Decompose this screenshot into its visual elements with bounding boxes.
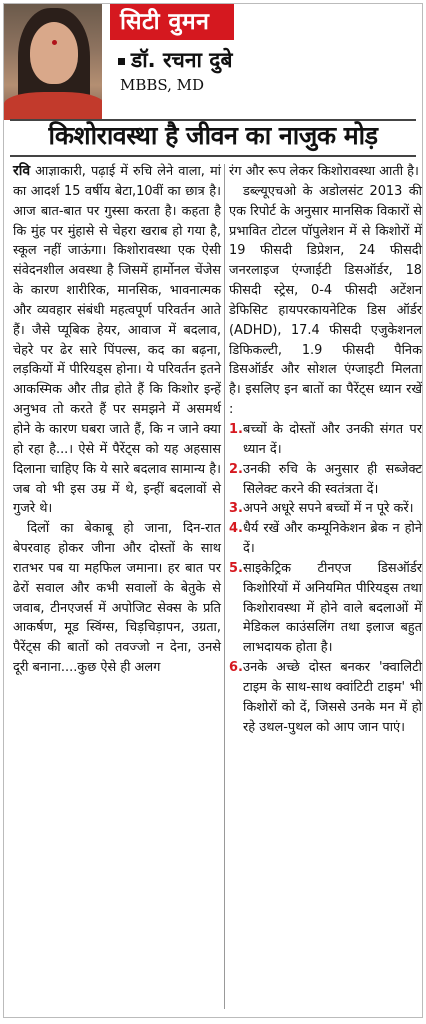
paragraph-text: आज्ञाकारी, पढ़ाई में रुचि लेने वाला, मां का आदर्श 15 वर्षीय बेटा,10वीं का छात्र है। आज बात-बात पर गुस्सा करता है। कहता है कि मुंह पर मुंहासे से चेहरा खराब हो गया है, स्कूल नहीं जाऊंगा। किशोरावस्था एक ऐसी संवेदनशील अवस्था है जिसमें हार्मोनल चेंजेस के कारण शारीरिक, मानसिक, भावनात्मक और व्यवहार संबंधी महत्वपूर्ण परिवर्तन आते हैं। जैसे प्यूबिक हेयर, आवाज में बदलाव, चेहरे पर ढेर सारे पिंपल्स, कद का बढ़ना, लड़कियों में पीरियड्स होना। ये परिवर्तन इतने आकस्मिक और तीव्र होते हैं कि किशोर इन्हें अनुभव तो करते हैं पर समझने में असमर्थ होने के कारण घबरा जाते हैं, कि न जाने क्या हो रहा है...। ऐसे में पैरेंट्स को यह अहसास दिलाना चाहिए कि ये सारे बदलाव सामान्य है। जब वो भी इस उम्र में थे, इन्हीं बदलावों से गुजरे थे।: [13, 164, 221, 517]
tip-number: 1.: [229, 421, 243, 437]
body-paragraph: [13, 162, 221, 519]
column-divider: [224, 164, 225, 1009]
list-item: [229, 559, 422, 658]
author-name: [118, 46, 232, 74]
left-column: [13, 162, 221, 678]
tip-number: 4.: [229, 521, 243, 537]
bullet-square-icon: [118, 58, 125, 65]
body-paragraph: डब्ल्यूएचओ के अडोलसंट 2013 की एक रिपोर्ट के अनुसार मानसिक विकारों से प्रभावित टोटल पॉपुलेशन में से किशोरों में 19 फीसदी डिप्रेशन, 24 फीसदी जनरलाइज एंग्जाईटी डिसऑर्डर, 18 फीसदी स्ट्रेस, 0-4 फीसदी अटेंशन डेफिसिट हायपरकायनेटिक डिस ऑर्डर (ADHD), 17.4 फीसदी एजुकेशनल डिफिकल्टी, 1.9 फीसदी पैनिक डिसऑर्डर और सोशल एंग्जाइटी मिलता है। इसलिए इन बातों का पैरेंट्स ध्यान रखें :: [229, 183, 422, 418]
tip-number: 6.: [229, 660, 243, 676]
tip-text: उनकी रुचि के अनुसार ही सब्जेक्ट सिलेक्ट करने की स्वतंत्रता दें।: [243, 461, 422, 497]
article-headline: किशोरावस्था है जीवन का नाजुक मोड़: [48, 121, 378, 150]
tip-number: 5.: [229, 560, 243, 576]
tip-text: साइकेट्रिक टीनएज डिसऑर्डर किशोरियों में अनियमित पीरियड्स तथा किशोरावस्था में होने वाले बदलाओं में मेडिकल काउंसलिंग तथा इलाज बहुत लाभदायक होता है।: [243, 560, 422, 656]
column-header: [4, 4, 422, 122]
list-item: [229, 658, 422, 737]
author-photo: [4, 4, 104, 120]
tip-number: 3.: [229, 501, 243, 517]
tips-list: [229, 420, 422, 738]
body-paragraph: दिलों का बेकाबू हो जाना, दिन-रात बेपरवाह होकर जीना और दोस्तों के साथ रातभर पब या महफिल जमाना। हर बात पर ढेरों सवाल और कभी सवालों के बेतुके से जवाब, टीनएजर्स में अपोजिट सेक्स के प्रति आकर्षण, मूड स्विंग्स, चिड़चिड़ापन, उग्रता, पैरेंट्स की बातों को तवज्जो न देना, उनसे दूरी बनाना....कुछ ऐसे ही अलग: [13, 521, 221, 676]
lead-word: रवि: [13, 163, 31, 179]
tip-number: 2.: [229, 461, 243, 477]
list-item: [229, 499, 422, 519]
author-name-text: डॉ. रचना दुबे: [131, 48, 233, 72]
tip-text: अपने अधूरे सपने बच्चों में न पूरे करें।: [243, 501, 414, 517]
column-title-banner: सिटी वुमन: [110, 4, 234, 40]
tip-text: उनके अच्छे दोस्त बनकर 'क्वालिटी टाइम के साथ-साथ क्वांटिटी टाइम' भी किशोरों को दें, जिससे उनके मन में हो रहे उथल-पुथल को आप जान पाएं।: [243, 660, 422, 735]
tip-text: बच्चों के दोस्तों और उनकी संगत पर ध्यान दें।: [243, 421, 422, 457]
right-column: [229, 162, 422, 737]
body-paragraph: रंग और रूप लेकर किशोरावस्था आती है।: [229, 164, 419, 179]
list-item: [229, 460, 422, 500]
list-item: [229, 519, 422, 559]
tip-text: धैर्य रखें और कम्यूनिकेशन ब्रेक न होने दें।: [243, 521, 422, 557]
list-item: [229, 420, 422, 460]
author-degree: MBBS, MD: [120, 76, 205, 94]
headline-bottom-rule: [10, 155, 416, 157]
